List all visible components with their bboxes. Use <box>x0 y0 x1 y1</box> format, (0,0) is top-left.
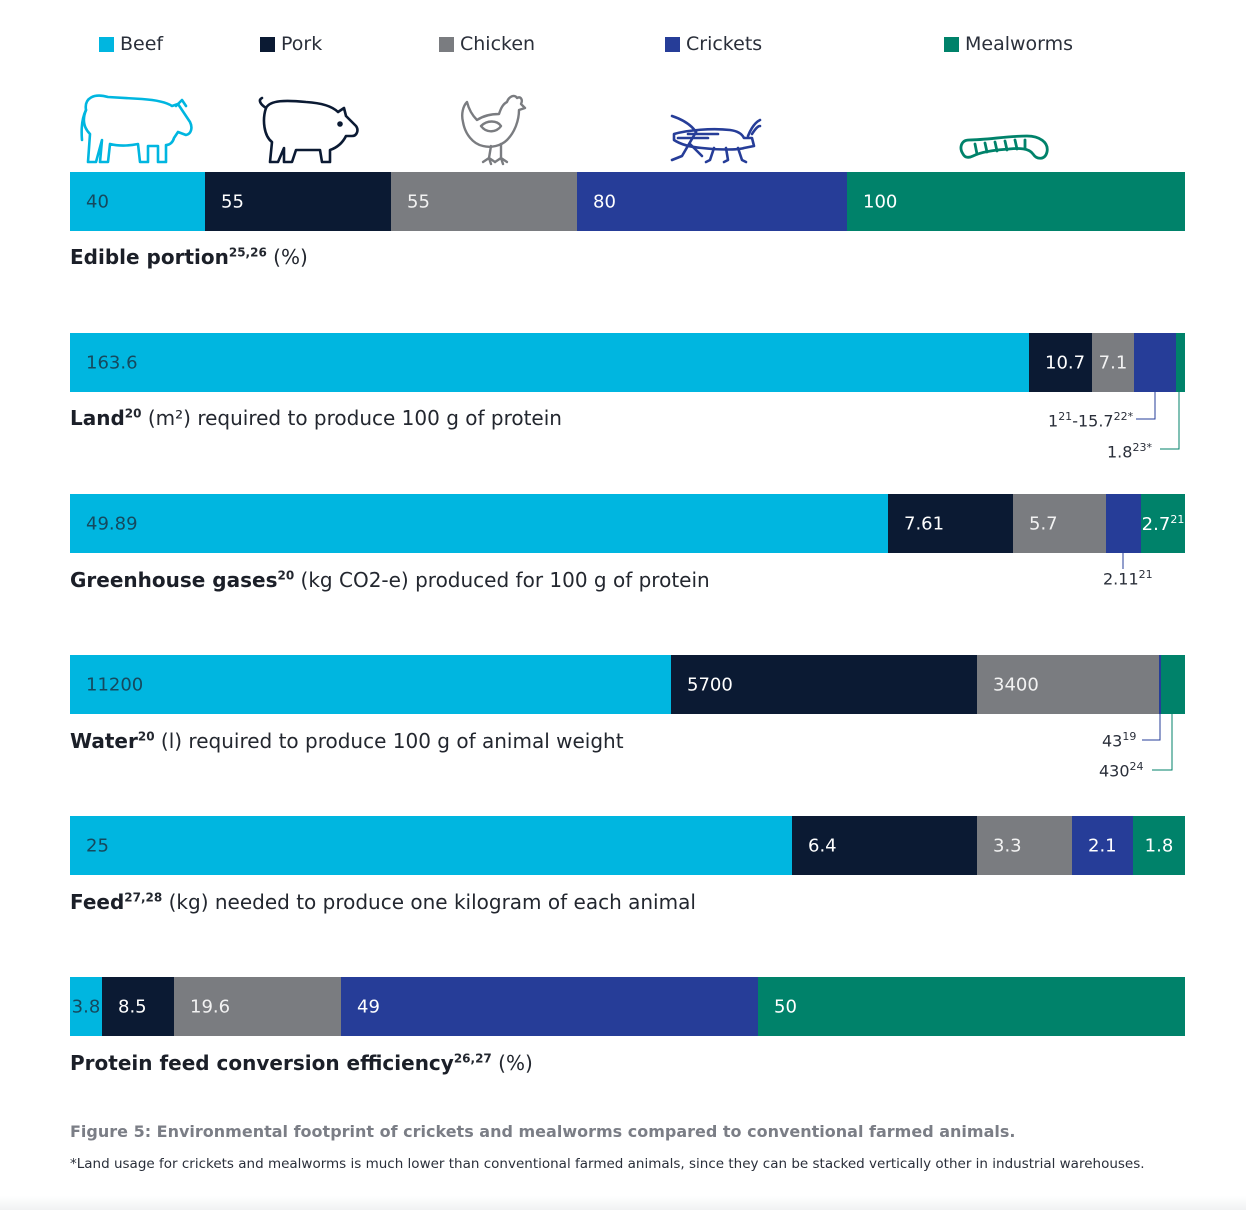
chicken-icon <box>457 92 527 166</box>
bar-label-mealworms: 50 <box>774 996 797 1017</box>
bar-segment-mealworms <box>1133 816 1185 875</box>
bar-segment-mealworms <box>758 977 1185 1036</box>
bar-segment-beef <box>70 655 671 714</box>
chart-greenhouse-gases <box>70 494 1185 553</box>
bar-segment-chicken <box>977 816 1072 875</box>
leader-lines-land <box>1130 392 1190 454</box>
bottom-fade <box>0 1196 1246 1210</box>
bar-label-beef: 3.8 <box>71 996 101 1017</box>
legend-swatch-mealworms <box>944 37 959 52</box>
bar-segment-beef <box>70 494 888 553</box>
bar-label-mealworms: 1.8 <box>1144 835 1174 856</box>
bar-segment-chicken <box>977 655 1159 714</box>
legend-label-chicken: Chicken <box>460 33 536 55</box>
bar-segment-mealworms <box>1141 494 1185 553</box>
figure-note: *Land usage for crickets and mealworms is much lower than conventional farmed animals, since they can be stacked vertically other in industrial warehouses. <box>70 1156 1145 1172</box>
bar-label-chicken: 7.1 <box>1098 352 1128 373</box>
bar-segment-beef <box>70 333 1029 392</box>
caption-protein-efficiency: Protein feed conversion efficiency$^{26,27}$ (%) <box>70 1051 533 1075</box>
bar-label-pork: 5700 <box>687 674 733 695</box>
bar-label-beef: 49.89 <box>86 513 138 534</box>
bar-label-beef: 163.6 <box>86 352 138 373</box>
caption-water: Water$^{20}$ (l) required to produce 100 g of animal weight <box>70 729 624 753</box>
bar-segment-crickets <box>1106 494 1141 553</box>
bar-segment-mealworms <box>847 172 1185 231</box>
legend-label-pork: Pork <box>281 33 323 55</box>
bar-segment-pork <box>102 977 174 1036</box>
bar-label-pork: 10.7 <box>1045 352 1086 373</box>
bar-segment-pork <box>671 655 977 714</box>
caption-edible-portion: Edible portion$^{25,26}$ (%) <box>70 245 308 269</box>
bar-segment-crickets <box>341 977 758 1036</box>
legend-swatch-pork <box>260 37 275 52</box>
chart-feed <box>70 816 1185 875</box>
bar-segment-mealworms <box>1161 655 1185 714</box>
bar-label-beef: 40 <box>86 191 109 212</box>
annotation-water-mealworms: $430^{24}$ <box>1099 760 1144 781</box>
bar-label-sup-mealworms: 21 <box>1170 512 1185 526</box>
legend-beef <box>99 33 163 55</box>
legend-crickets <box>665 33 762 55</box>
bar-segment-pork <box>205 172 391 231</box>
bar-segment-beef <box>70 816 792 875</box>
bar-label-beef: 11200 <box>86 674 144 695</box>
bar-label-pork: 55 <box>221 191 244 212</box>
cricket-icon <box>668 112 762 166</box>
bar-label-crickets: 2.1 <box>1088 835 1117 856</box>
bar-label-pork: 8.5 <box>118 996 147 1017</box>
legend-swatch-crickets <box>665 37 680 52</box>
chart-edible-portion <box>70 172 1185 231</box>
caption-greenhouse-gases: Greenhouse gases$^{20}$ (kg CO2-e) produced for 100 g of protein <box>70 568 710 592</box>
legend-label-mealworms: Mealworms <box>965 33 1074 55</box>
annotation-land-mealworms: $1.8^{23*}$ <box>1107 441 1152 462</box>
chart-protein-efficiency <box>70 977 1185 1036</box>
bar-label-mealworms: 100 <box>863 191 898 212</box>
bar-segment-pork <box>792 816 977 875</box>
annotation-ghg-crickets: 2.11$^{21}$ <box>1103 568 1153 589</box>
leader-line-ghg <box>1118 553 1128 569</box>
bar-label-chicken: 3.3 <box>993 835 1022 856</box>
legend-swatch-chicken <box>439 37 454 52</box>
annotation-water-crickets: $43^{19}$ <box>1102 730 1137 751</box>
bar-segment-pork <box>888 494 1013 553</box>
bar-label-pork: 7.61 <box>904 513 945 534</box>
bar-label-chicken: 5.7 <box>1029 513 1058 534</box>
leader-lines-water <box>1130 714 1180 774</box>
caption-feed: Feed$^{27,28}$ (kg) needed to produce one kilogram of each animal <box>70 890 696 914</box>
legend-chicken <box>439 33 535 55</box>
bar-label-beef: 25 <box>86 835 109 856</box>
bar-segment-beef <box>70 977 102 1036</box>
bar-segment-crickets <box>577 172 847 231</box>
bar-segment-beef <box>70 172 205 231</box>
bar-label-chicken: 19.6 <box>190 996 231 1017</box>
legend-label-beef: Beef <box>120 33 164 55</box>
legend-pork <box>260 33 322 55</box>
bar-label-pork: 6.4 <box>808 835 837 856</box>
mealworm-icon <box>957 134 1051 164</box>
bar-segment-chicken <box>1013 494 1106 553</box>
chart-water <box>70 655 1185 714</box>
cow-icon <box>78 88 196 166</box>
bar-label-crickets: 80 <box>593 191 616 212</box>
caption-land: Land$^{20}$ (m²) required to produce 100 g of protein <box>70 406 562 430</box>
bar-segment-chicken <box>1092 333 1134 392</box>
bar-label-mealworms: $2.7^{21}$ <box>1141 512 1185 535</box>
bar-label-chicken: 3400 <box>993 674 1039 695</box>
bar-label-chicken: 55 <box>407 191 430 212</box>
bar-segment-crickets <box>1134 333 1176 392</box>
bar-segment-crickets <box>1072 816 1133 875</box>
chart-land <box>70 333 1185 392</box>
bar-segment-chicken <box>174 977 341 1036</box>
bar-segment-mealworms <box>1176 333 1185 392</box>
pig-icon <box>256 96 360 164</box>
legend-swatch-beef <box>99 37 114 52</box>
legend-label-crickets: Crickets <box>686 33 763 55</box>
bar-segment-chicken <box>391 172 577 231</box>
figure-title: Figure 5: Environmental footprint of crickets and mealworms compared to conventional farmed animals. <box>70 1122 1016 1141</box>
bar-segment-pork <box>1029 333 1092 392</box>
annotation-land-crickets: $1^{21}-15.7^{22*}$ <box>1048 410 1134 431</box>
legend-mealworms <box>944 33 1073 55</box>
bar-label-crickets: 49 <box>357 996 380 1017</box>
